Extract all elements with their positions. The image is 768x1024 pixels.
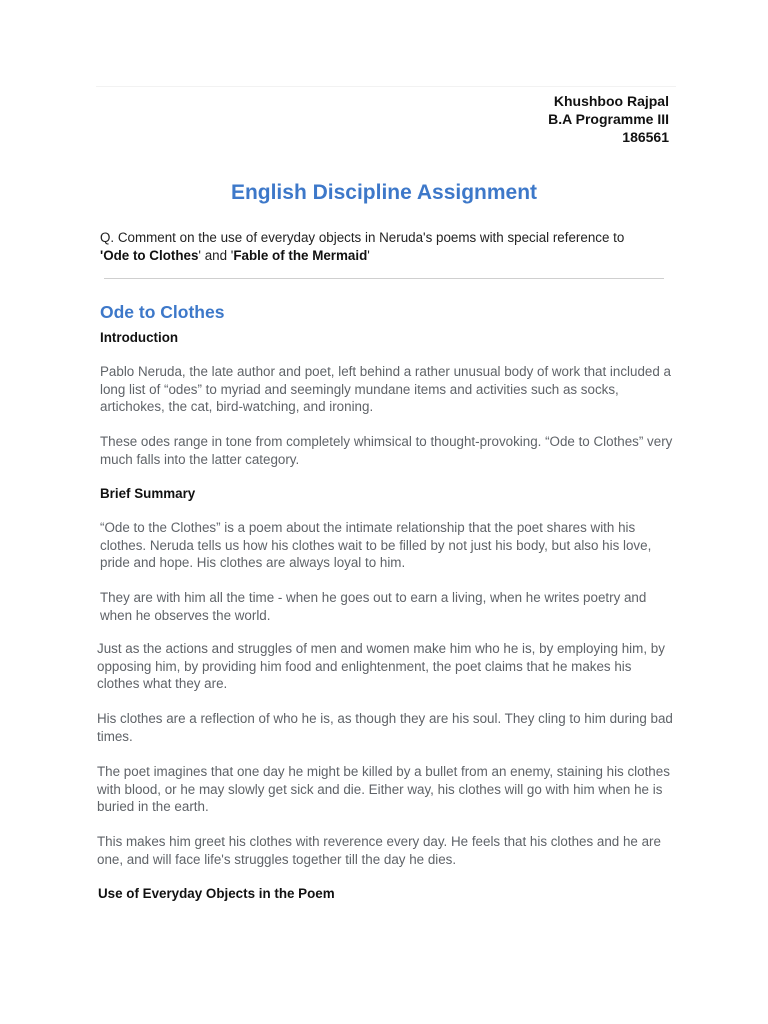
author-roll-number: 186561 bbox=[622, 129, 669, 145]
author-name: Khushboo Rajpal bbox=[553, 93, 669, 109]
top-divider bbox=[96, 86, 676, 87]
summary-paragraph: Just as the actions and struggles of men and women make him who he is, by employing him, by opposing him, by providing him food and enlightenment, the poet claims that he makes his clothes what they are. bbox=[97, 641, 665, 691]
author-programme: B.A Programme III bbox=[548, 111, 669, 127]
author-block bbox=[548, 92, 669, 146]
summary-paragraph: The poet imagines that one day he might be killed by a bullet from an enemy, staining his clothes with blood, or he may slowly get sick and die. Either way, his clothes will go with him when he is buried in the earth. bbox=[97, 764, 670, 814]
assignment-question bbox=[100, 229, 680, 265]
summary-paragraph: They are with him all the time - when he goes out to earn a living, when he writes poetry and when he observes the world. bbox=[100, 590, 647, 623]
reference-ode-to-clothes: Ode to Clothes bbox=[103, 248, 199, 263]
introduction-heading: Introduction bbox=[100, 330, 179, 345]
everyday-objects-heading: Use of Everyday Objects in the Poem bbox=[98, 886, 335, 901]
summary-heading: Brief Summary bbox=[100, 486, 196, 501]
question-references: 'Ode to Clothes' and 'Fable of the Mermaid' bbox=[100, 248, 370, 263]
intro-paragraph: These odes range in tone from completely whimsical to thought-provoking. “Ode to Clothes” very much falls into the latter category. bbox=[100, 434, 673, 467]
summary-paragraph: This makes him greet his clothes with reverence every day. He feels that his clothes and he are one, and will face life's struggles together till the day he dies. bbox=[97, 834, 661, 867]
document-title: English Discipline Assignment bbox=[230, 181, 538, 204]
question-text: Q. Comment on the use of everyday objects in Neruda's poems with special reference to bbox=[100, 230, 625, 245]
reference-fable-of-the-mermaid: Fable of the Mermaid bbox=[233, 248, 368, 263]
summary-paragraph: “Ode to the Clothes” is a poem about the intimate relationship that the poet shares with his clothes. Neruda tells us how his clothes wait to be filled by not just his body, but also his love, pride and hope. His clothes are always loyal to him. bbox=[100, 520, 652, 570]
section-divider bbox=[104, 278, 664, 279]
summary-paragraph: His clothes are a reflection of who he is, as though they are his soul. They cling to him during bad times. bbox=[97, 711, 673, 744]
section-heading: Ode to Clothes bbox=[100, 302, 225, 322]
intro-paragraph: Pablo Neruda, the late author and poet, left behind a rather unusual body of work that included a long list of “odes” to myriad and seemingly mundane items and activities such as socks, artichokes, the cat, bird-watching, and ironing. bbox=[100, 364, 671, 414]
